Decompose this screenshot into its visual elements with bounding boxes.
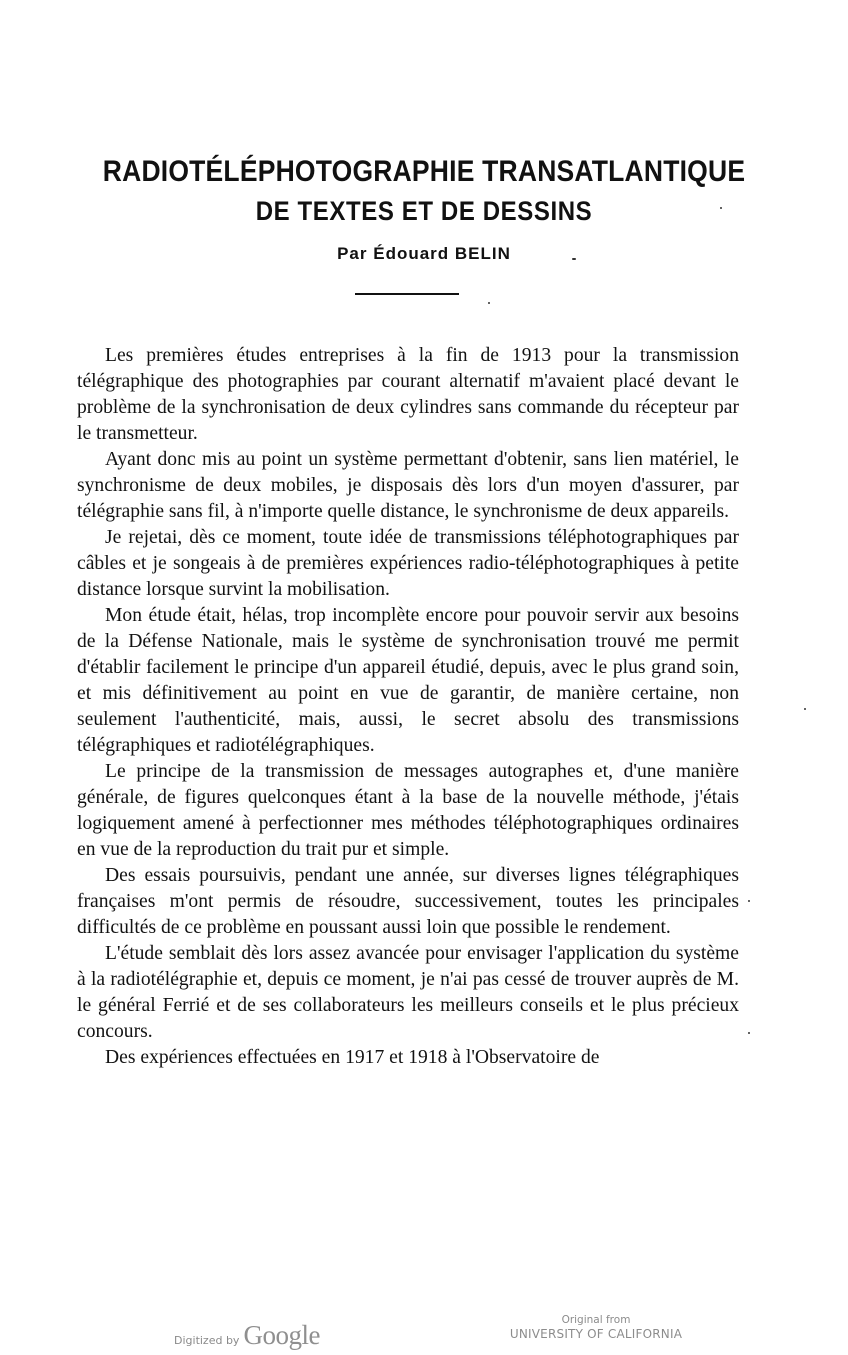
digitized-by-notice	[174, 1320, 320, 1351]
scan-speck	[572, 258, 576, 260]
scan-footer	[0, 1312, 848, 1352]
paragraph: Les premières études entreprises à la fin de 1913 pour la transmission télégraphique des photographies par courant alternatif m'avaient placé devant le problème de la synchronisation de deux cylindres sans commande du récepteur par le transmetteur.	[77, 345, 739, 444]
article-title-line-2: DE TEXTES ET DE DESSINS	[255, 196, 593, 227]
digitized-by-label: Digitized by	[174, 1334, 240, 1347]
google-logo-icon: Google	[243, 1320, 320, 1350]
scan-speck	[804, 708, 806, 710]
article-body	[77, 343, 739, 1071]
article-author: Par Édouard BELIN	[337, 244, 511, 263]
scan-speck	[748, 900, 750, 902]
title-separator-rule	[355, 293, 459, 295]
paragraph: Des expériences effectuées en 1917 et 1918 à l'Observatoire de	[105, 1047, 600, 1068]
paragraph: Le principe de la transmission de messages autographes et, d'une manière générale, de figures quelconques étant à la base de la nouvelle méthode, j'étais logiquement amené à perfectionner mes méthodes téléphotographiques ordinaires en vue de la reproduction du trait pur et simple.	[77, 761, 739, 860]
paragraph: Des essais poursuivis, pendant une année, sur diverses lignes télégraphiques françaises m'ont permis de résoudre, successivement, toutes les principales difficultés de ce problème en poussant aussi loin que possible le rendement.	[77, 865, 739, 938]
paragraph: Ayant donc mis au point un système permettant d'obtenir, sans lien matériel, le synchronisme de deux mobiles, je disposais dès lors d'un moyen d'assurer, par télégraphie sans fil, à n'importe quelle distance, le synchronisme de deux appareils.	[77, 449, 739, 522]
paragraph: L'étude semblait dès lors assez avancée pour envisager l'application du système à la radiotélégraphie et, depuis ce moment, je n'ai pas cessé de trouver auprès de M. le général Ferrié et de ses collaborateurs les meilleurs conseils et le plus précieux concours.	[77, 943, 739, 1042]
paragraph: Mon étude était, hélas, trop incomplète encore pour pouvoir servir aux besoins de la Défense Nationale, mais le système de synchronisation trouvé me permit d'établir facilement le principe d'un appareil étudié, depuis, avec le plus grand soin, et mis définitivement au point en vue de garantir, de manière certaine, non seulement l'authenticité, mais, aussi, le secret absolu des transmissions télégraphiques et radiotélégraphiques.	[77, 605, 739, 756]
original-from-label: Original from	[561, 1314, 631, 1326]
article-title-line-1: RADIOTÉLÉPHOTOGRAPHIE TRANSATLANTIQUE	[102, 154, 746, 188]
paragraph: Je rejetai, dès ce moment, toute idée de transmissions téléphotographiques par câbles et je songeais à de premières expériences radio-téléphotographiques à petite distance lorsque survint la mobilisation.	[77, 527, 739, 600]
scan-speck	[720, 207, 722, 209]
original-source-name: UNIVERSITY OF CALIFORNIA	[509, 1327, 683, 1341]
scan-speck	[748, 1032, 750, 1034]
original-source-notice	[508, 1314, 684, 1342]
scan-speck	[488, 302, 490, 304]
